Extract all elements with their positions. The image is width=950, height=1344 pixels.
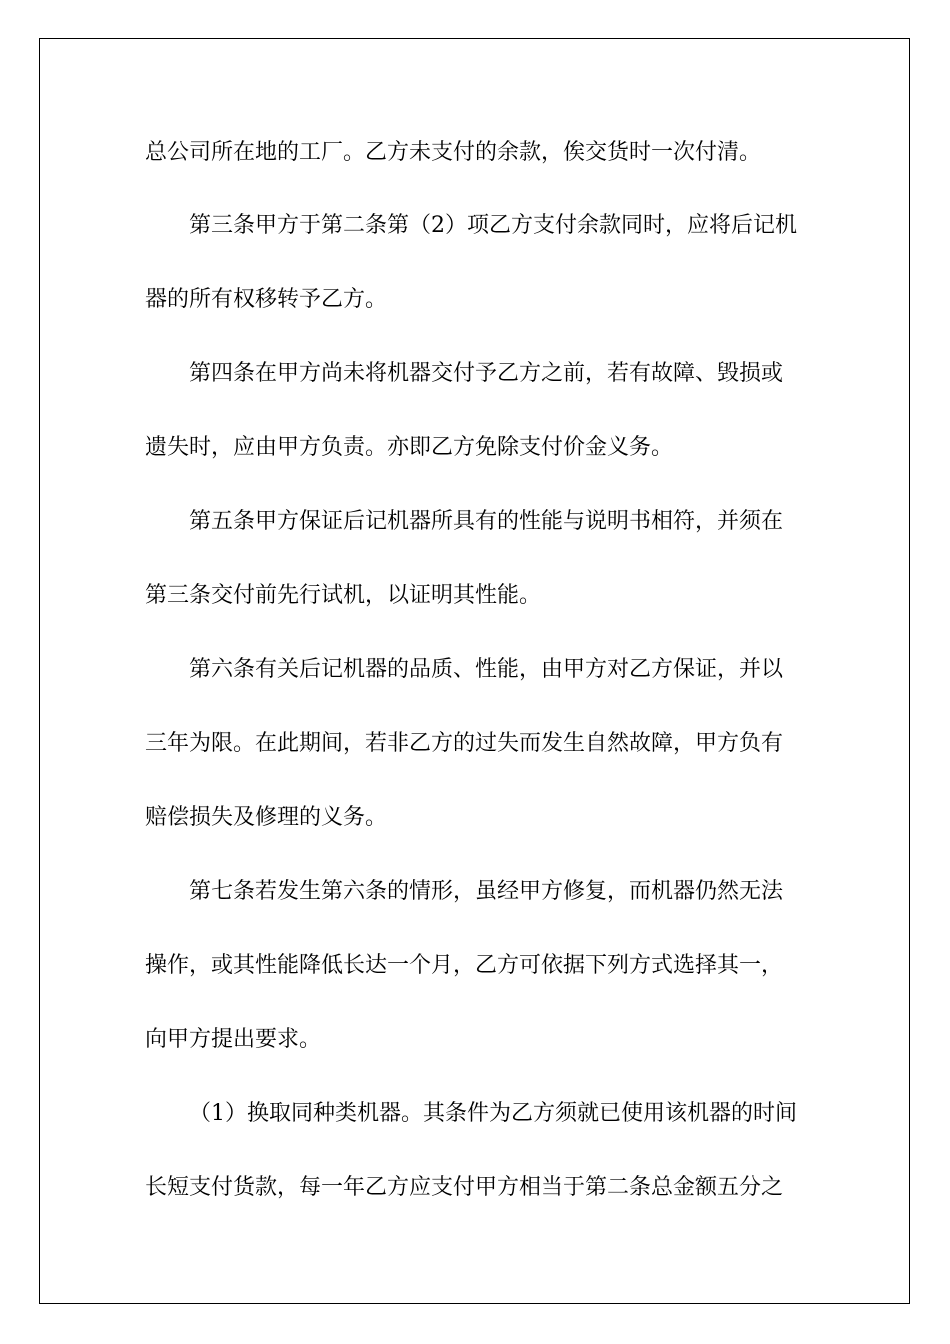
text-line: 第七条若发生第六条的情形，虽经甲方修复，而机器仍然无法 xyxy=(189,879,784,904)
text-line: 第四条在甲方尚未将机器交付予乙方之前，若有故障、毁损或 xyxy=(189,361,784,386)
text-line: 第三条甲方于第二条第（2）项乙方支付余款同时，应将后记机 xyxy=(189,213,797,238)
text-line: 第五条甲方保证后记机器所具有的性能与说明书相符，并须在 xyxy=(189,509,784,534)
text-line: 操作，或其性能降低长达一个月，乙方可依据下列方式选择其一， xyxy=(145,953,784,978)
text-line: （1）换取同种类机器。其条件为乙方须就已使用该机器的时间 xyxy=(189,1101,797,1126)
text-line: 三年为限。在此期间，若非乙方的过失而发生自然故障，甲方负有 xyxy=(145,731,784,756)
text-line: 总公司所在地的工厂。乙方未支付的余款，俟交货时一次付清。 xyxy=(145,140,762,165)
text-line: 赔偿损失及修理的义务。 xyxy=(145,805,388,830)
text-line: 第三条交付前先行试机，以证明其性能。 xyxy=(145,583,542,608)
text-line: 器的所有权移转予乙方。 xyxy=(145,287,388,312)
text-line: 长短支付货款，每一年乙方应支付甲方相当于第二条总金额五分之 xyxy=(145,1175,784,1200)
text-line: 遗失时，应由甲方负责。亦即乙方免除支付价金义务。 xyxy=(145,435,674,460)
text-line: 向甲方提出要求。 xyxy=(145,1027,322,1052)
text-line: 第六条有关后记机器的品质、性能，由甲方对乙方保证，并以 xyxy=(189,657,784,682)
